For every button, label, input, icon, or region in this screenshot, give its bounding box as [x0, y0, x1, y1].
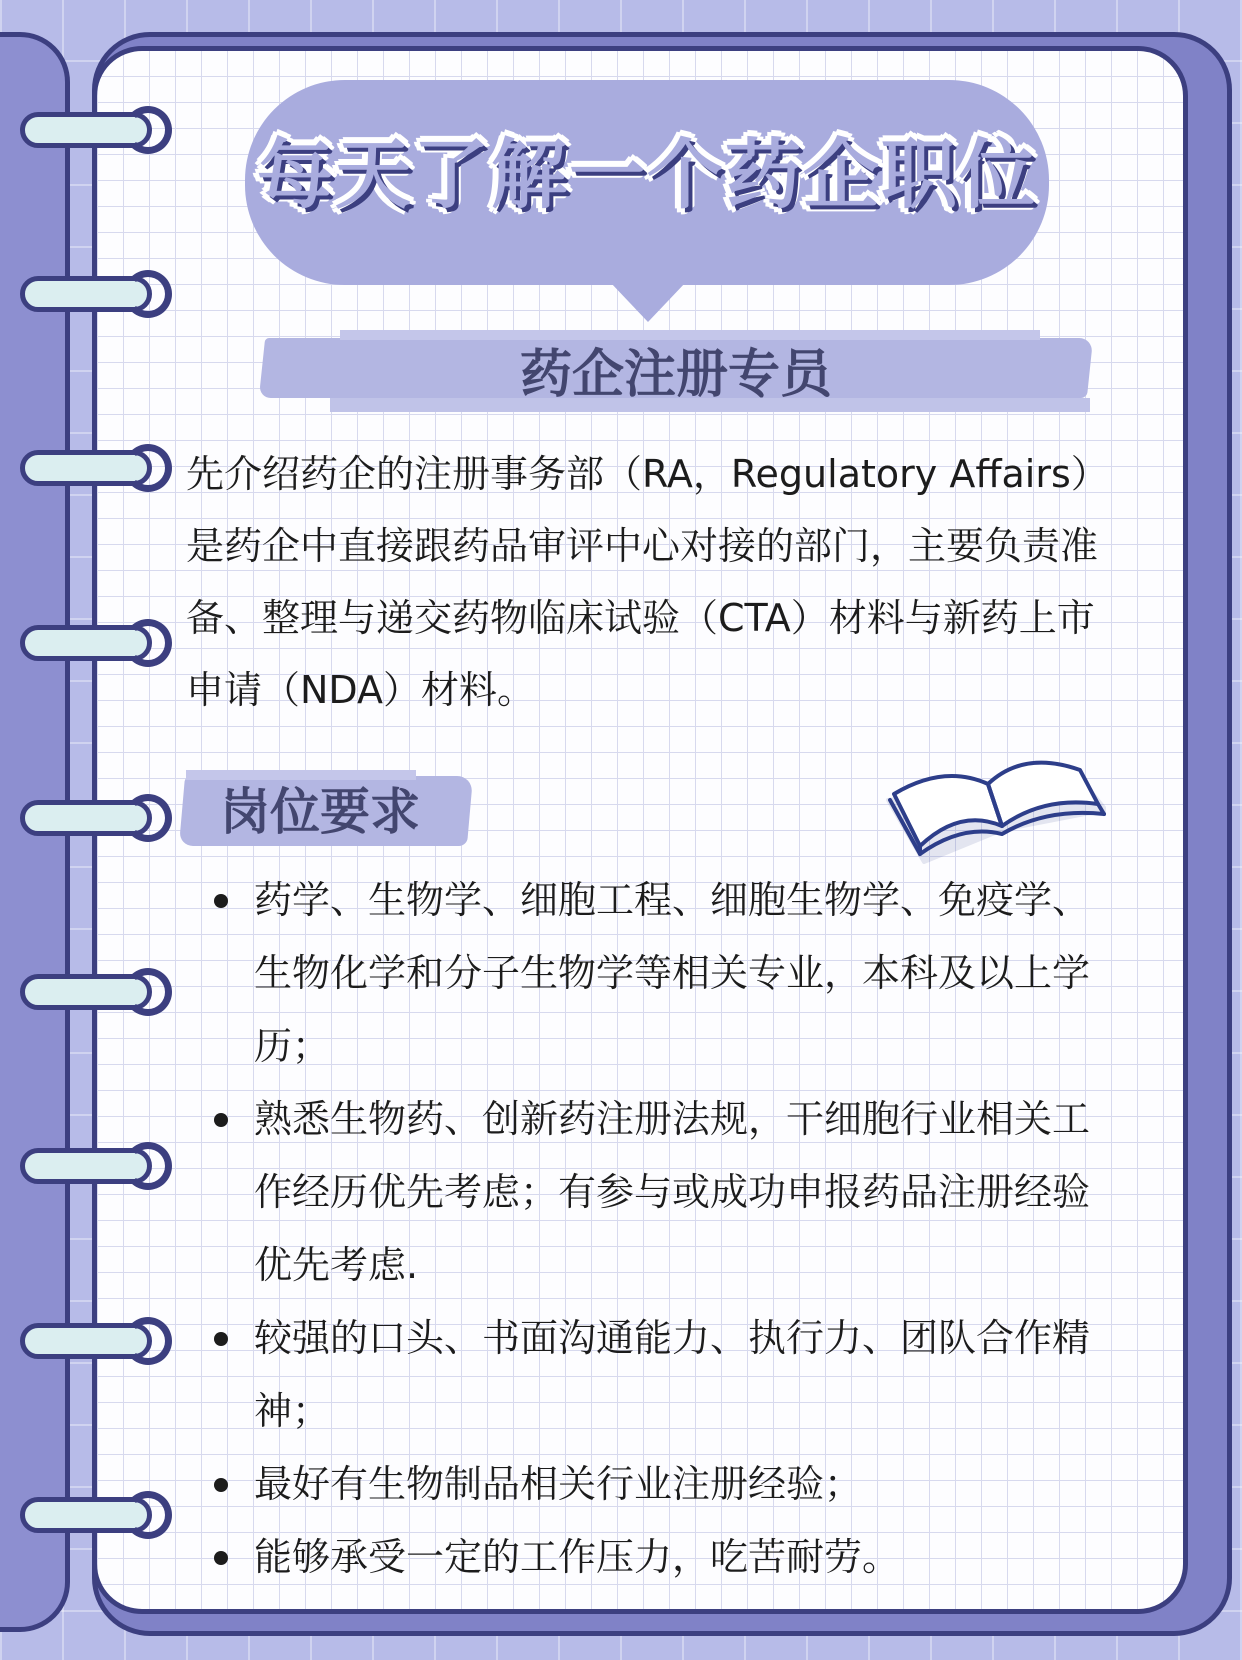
binder-ring	[20, 1323, 160, 1359]
requirements-list	[214, 864, 1114, 1594]
list-item: 熟悉生物药、创新药注册法规，干细胞行业相关工作经历优先考虑；有参与或成功申报药品注册经验优先考虑.	[214, 1083, 1114, 1302]
title-bubble-tail	[610, 282, 686, 322]
list-item: 最好有生物制品相关行业注册经验；	[214, 1448, 1114, 1521]
bullet-icon	[214, 894, 228, 908]
page-title: 每天了解一个药企职位	[257, 130, 1037, 219]
binder-ring	[20, 1497, 160, 1533]
binder-ring	[20, 112, 160, 148]
job-title: 药企注册专员	[519, 345, 832, 405]
bullet-icon	[214, 1478, 228, 1492]
bullet-icon	[214, 1551, 228, 1565]
list-item: 药学、生物学、细胞工程、细胞生物学、免疫学、生物化学和分子生物学等相关专业，本科及以上学历；	[214, 864, 1114, 1083]
list-item: 能够承受一定的工作压力，吃苦耐劳。	[214, 1521, 1114, 1594]
list-item: 较强的口头、书面沟通能力、执行力、团队合作精神；	[214, 1302, 1114, 1448]
binder-ring	[20, 450, 160, 486]
binder-ring	[20, 1148, 160, 1184]
book-icon	[884, 752, 1106, 870]
bullet-icon	[214, 1332, 228, 1346]
bullet-icon	[214, 1113, 228, 1127]
job-intro: 先介绍药企的注册事务部（RA，Regulatory Affairs）是药企中直接跟药品审评中心对接的部门，主要负责准备、整理与递交药物临床试验（CTA）材料与新药上市申请（NDA）材料。	[186, 452, 1109, 712]
binder-ring	[20, 800, 160, 836]
binder-ring	[20, 276, 160, 312]
binder-ring	[20, 974, 160, 1010]
requirements-heading: 岗位要求	[220, 783, 420, 841]
binder-ring	[20, 625, 160, 661]
